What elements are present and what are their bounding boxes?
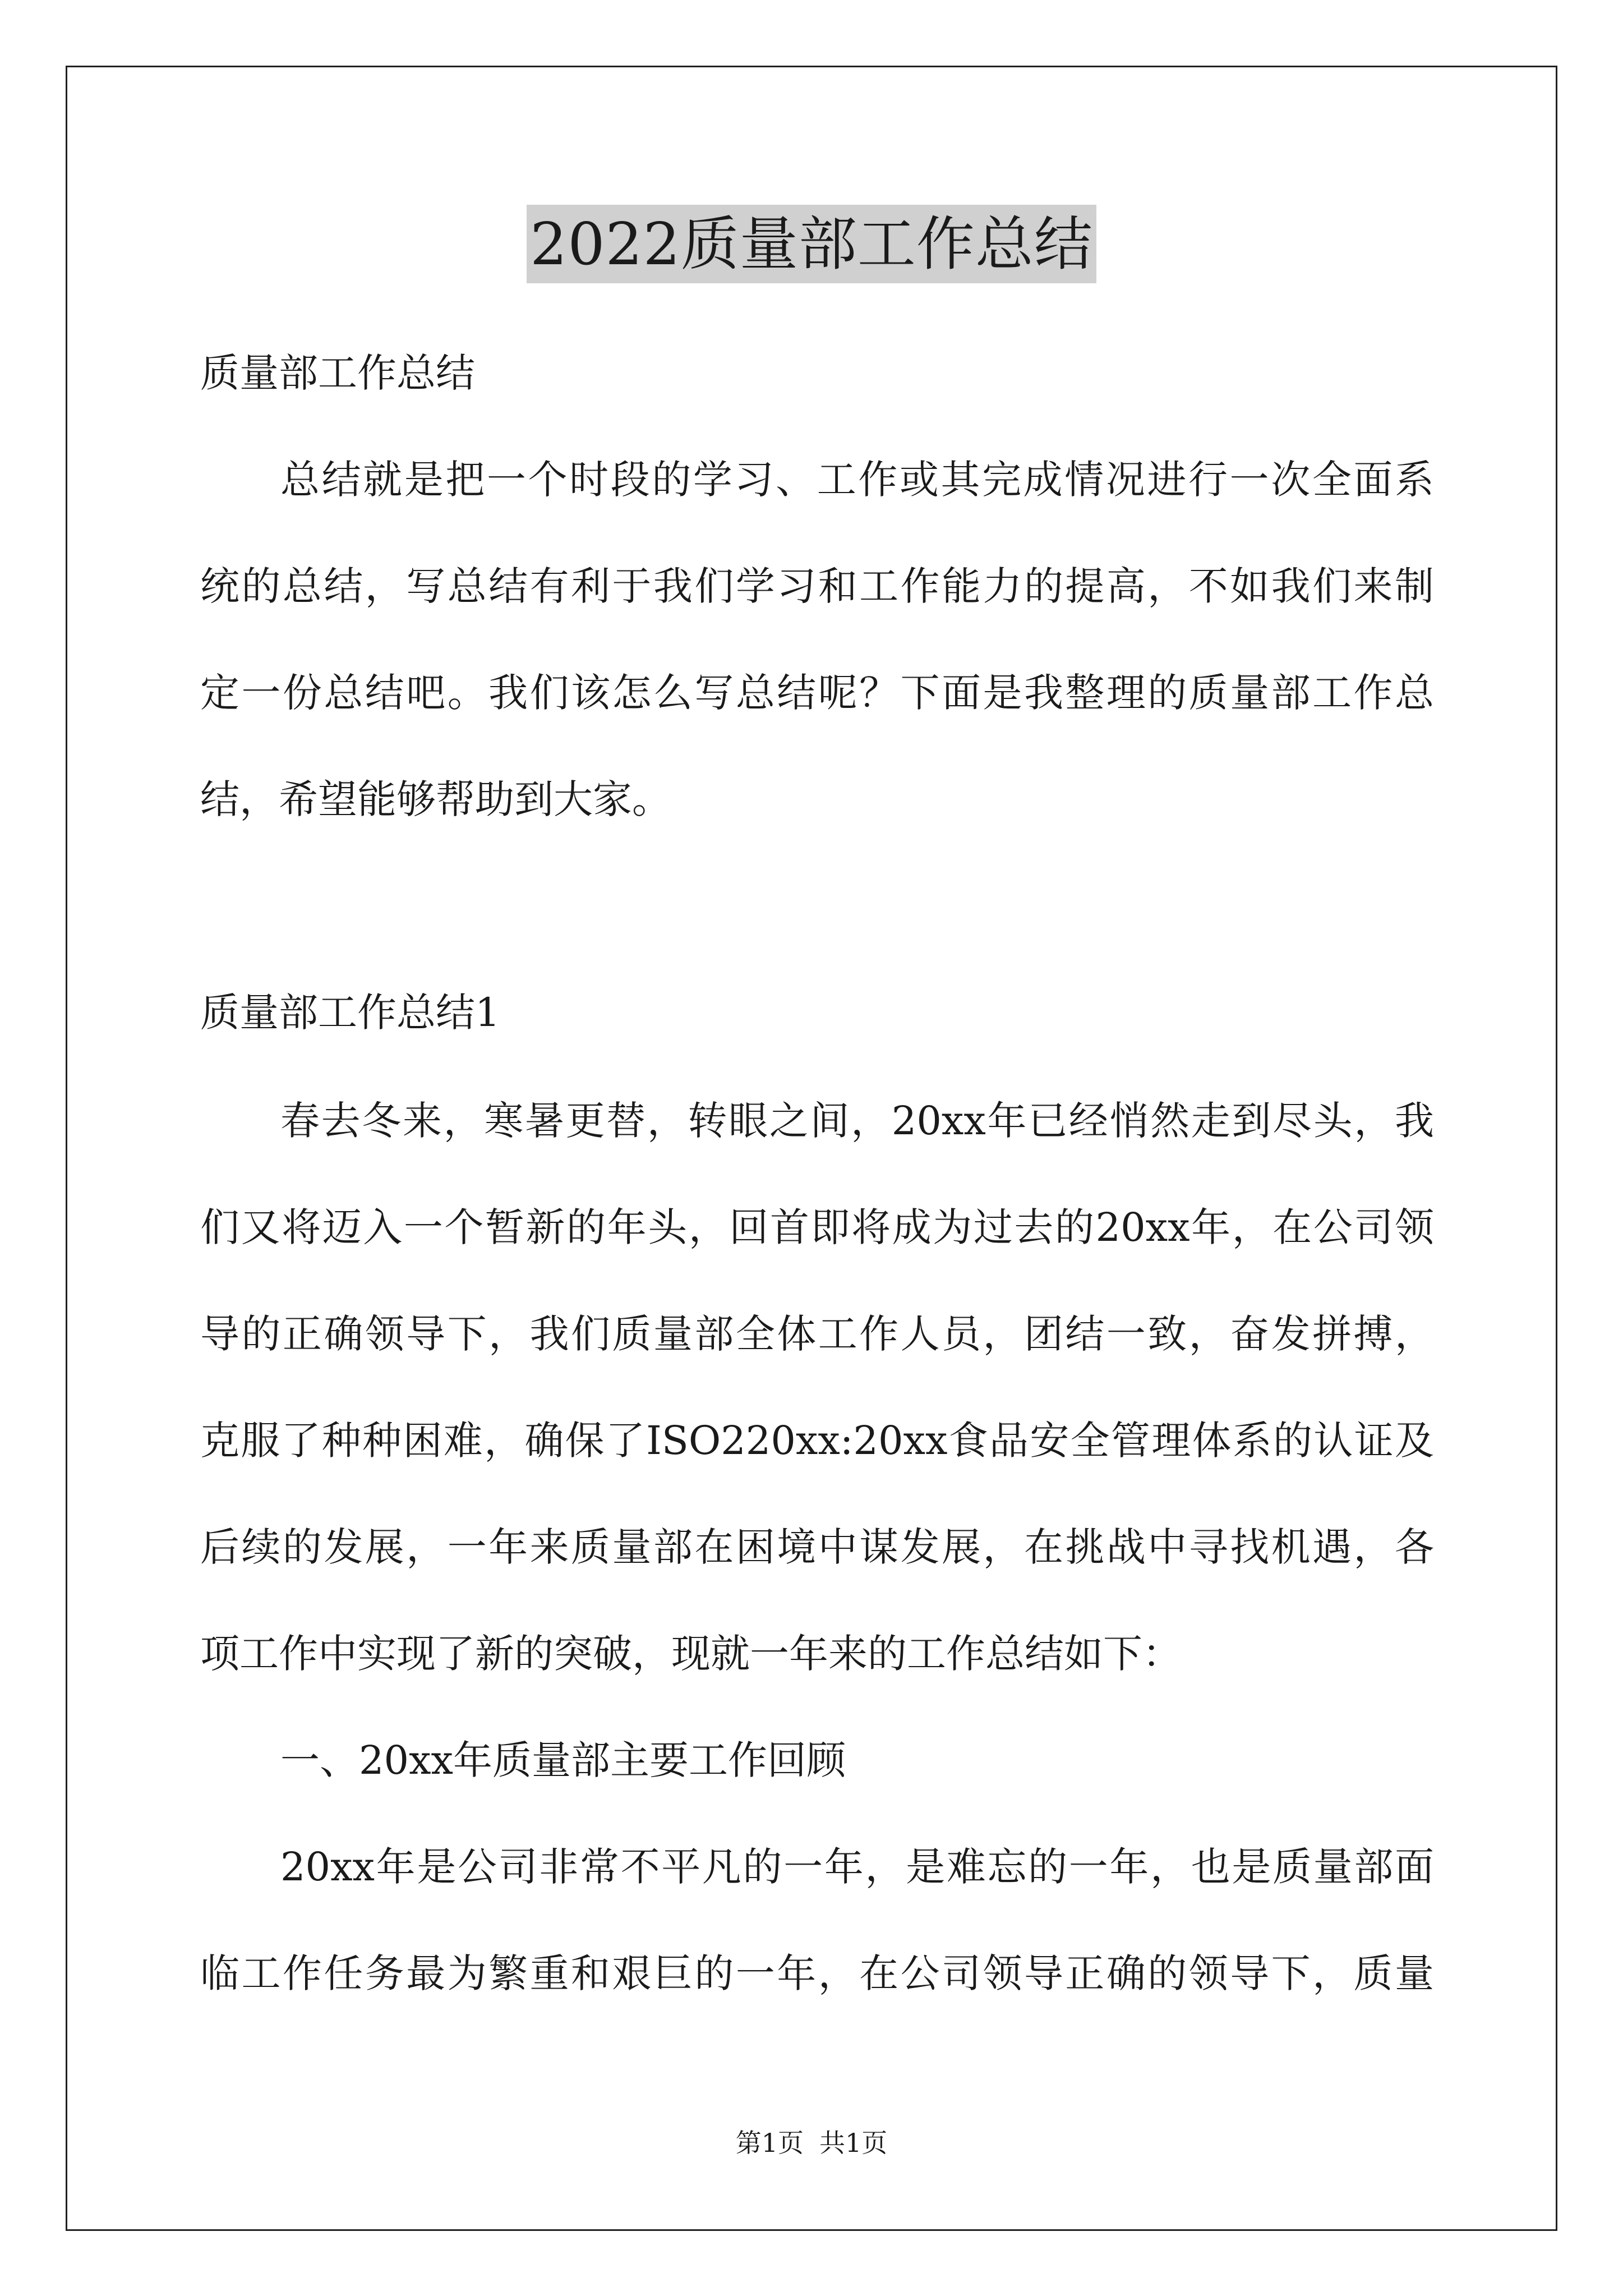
section-heading: 质量部工作总结1 [200,990,500,1036]
body-line: 们又将迈入一个暂新的年头，回首即将成为过去的20xx年，在公司领 [200,1204,1434,1250]
body-line: 项工作中实现了新的突破，现就一年来的工作总结如下： [200,1631,1182,1677]
body-line: 导的正确领导下，我们质量部全体工作人员，团结一致，奋发拼搏， [200,1311,1434,1357]
page-number-current: 第1页 [735,2128,804,2158]
page-number-total: 共1页 [819,2128,888,2158]
intro-line: 总结就是把一个时段的学习、工作或其完成情况进行一次全面系 [280,457,1434,503]
body-line: 后续的发展，一年来质量部在困境中谋发展，在挑战中寻找机遇，各 [200,1524,1434,1570]
page-footer [0,2126,1623,2160]
body-line: 春去冬来，寒暑更替，转眼之间，20xx年已经悄然走到尽头，我 [280,1098,1434,1144]
review-line: 临工作任务最为繁重和艰巨的一年，在公司领导正确的领导下，质量 [200,1950,1434,1996]
document-title: 2022质量部工作总结 [527,205,1096,283]
intro-line: 结，希望能够帮助到大家。 [200,776,671,822]
section-subheading: 一、20xx年质量部主要工作回顾 [280,1737,846,1783]
intro-line: 定一份总结吧。我们该怎么写总结呢？下面是我整理的质量部工作总 [200,670,1434,716]
body-line: 克服了种种困难，确保了ISO220xx:20xx食品安全管理体系的认证及 [200,1418,1434,1464]
review-line: 20xx年是公司非常不平凡的一年，是难忘的一年，也是质量部面 [280,1844,1434,1890]
intro-line: 统的总结，写总结有利于我们学习和工作能力的提高，不如我们来制 [200,563,1434,609]
title-wrap [0,205,1623,283]
document-subtitle: 质量部工作总结 [200,350,475,396]
